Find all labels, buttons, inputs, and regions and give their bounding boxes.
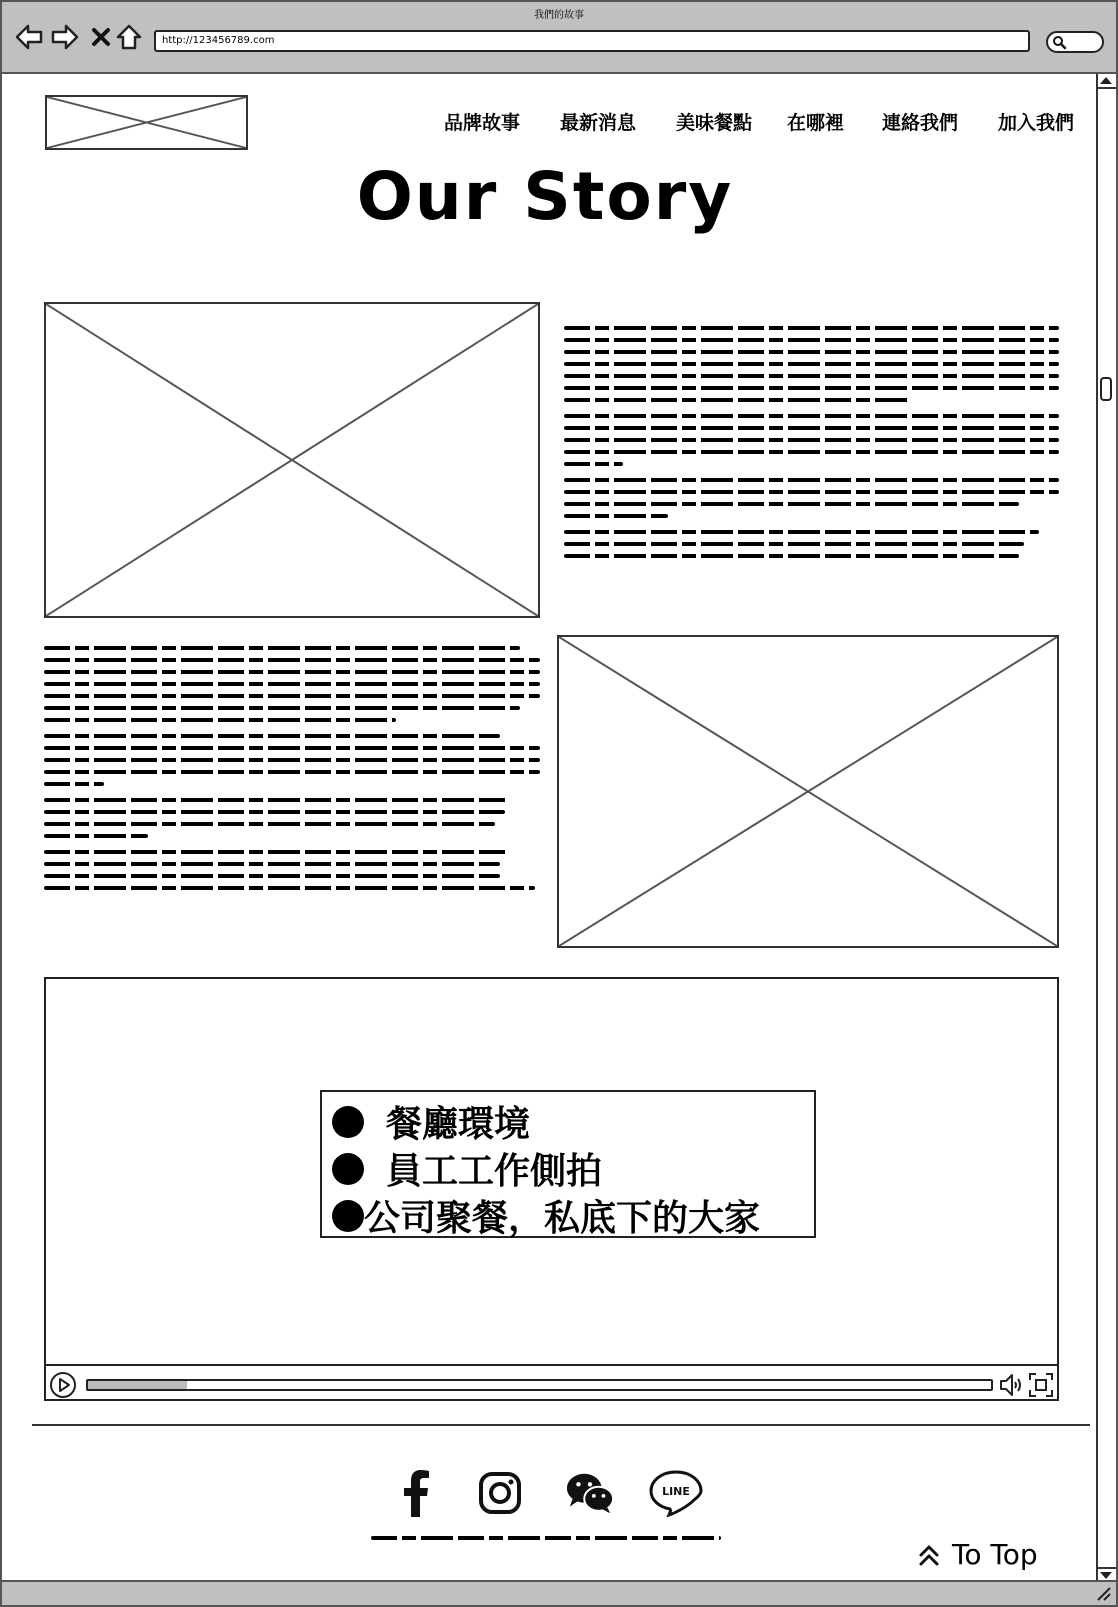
image-placeholder-icon [47,97,246,148]
forward-button[interactable] [50,22,80,52]
story-text-block-2 [44,646,540,902]
bullet-icon [332,1106,364,1138]
caption-item [332,1190,760,1241]
stop-button[interactable] [86,22,116,52]
volume-button[interactable] [998,1372,1024,1398]
line-link[interactable] [648,1468,704,1518]
line-logo-text: LINE [662,1485,690,1498]
fullscreen-button[interactable] [1028,1372,1054,1398]
fullscreen-icon [1028,1372,1054,1398]
double-chevron-up-icon [918,1543,940,1567]
story-image-2 [557,635,1059,948]
back-button[interactable] [14,22,44,52]
nav-latest-news[interactable]: 最新消息 [560,112,637,134]
caption-item [332,1096,530,1147]
nav-menu[interactable]: 美味餐點 [676,112,753,134]
home-icon [116,24,142,50]
browser-status-bar [0,1580,1118,1607]
text-paragraph [564,530,1059,558]
instagram-link[interactable] [475,1468,525,1518]
text-paragraph [44,798,540,838]
text-paragraph [44,734,540,786]
forward-arrow-icon [51,24,79,50]
to-top-label: To Top [952,1538,1038,1571]
image-placeholder-icon [46,304,538,616]
footer-divider [32,1424,1090,1426]
wechat-icon [565,1471,615,1515]
video-controls [44,1364,1059,1401]
video-progress-fill [88,1381,187,1389]
scrollbar-track [1096,74,1116,1582]
browser-search-button[interactable] [1046,31,1104,53]
image-placeholder-icon [559,637,1057,946]
text-paragraph [564,478,1059,518]
bullet-icon [332,1153,364,1185]
story-text-block-1 [564,326,1059,570]
caption-item [332,1143,602,1194]
bullet-icon [332,1200,364,1232]
video-caption-box [320,1090,816,1238]
caption-text: 員工工作側拍 [386,1151,603,1192]
facebook-link[interactable] [391,1468,441,1518]
volume-icon [998,1372,1024,1398]
play-button[interactable] [50,1372,76,1398]
caption-text: 餐廳環境 [386,1104,531,1145]
nav-location[interactable]: 在哪裡 [787,112,845,134]
instagram-icon [478,1471,522,1515]
caption-text: 公司聚餐，私底下的大家 [364,1198,761,1239]
footer-copyright-text [371,1536,721,1541]
vertical-scrollbar[interactable] [1096,74,1116,1582]
text-paragraph [44,646,540,722]
wechat-link[interactable] [565,1468,615,1518]
back-arrow-icon [15,24,43,50]
facebook-icon [399,1469,433,1517]
nav-contact[interactable]: 連絡我們 [882,112,959,134]
search-icon [1052,34,1068,50]
text-paragraph [564,414,1059,466]
home-button[interactable] [114,22,144,52]
story-image-1 [44,302,540,618]
to-top-button[interactable] [918,1538,1038,1571]
video-progress-bar[interactable] [86,1379,993,1391]
nav-join-us[interactable]: 加入我們 [998,112,1075,134]
window-title: 我們的故事 [534,10,584,21]
text-paragraph [44,850,540,890]
logo-placeholder[interactable] [45,95,248,150]
text-paragraph [564,326,1059,402]
page-title: Our Story [356,158,734,235]
line-icon [648,1469,704,1517]
nav-brand-story[interactable]: 品牌故事 [444,112,521,134]
address-bar[interactable]: http://123456789.com [154,30,1030,52]
resize-grip-icon[interactable] [1094,1584,1112,1602]
close-icon [91,27,111,47]
play-icon [52,1374,74,1396]
